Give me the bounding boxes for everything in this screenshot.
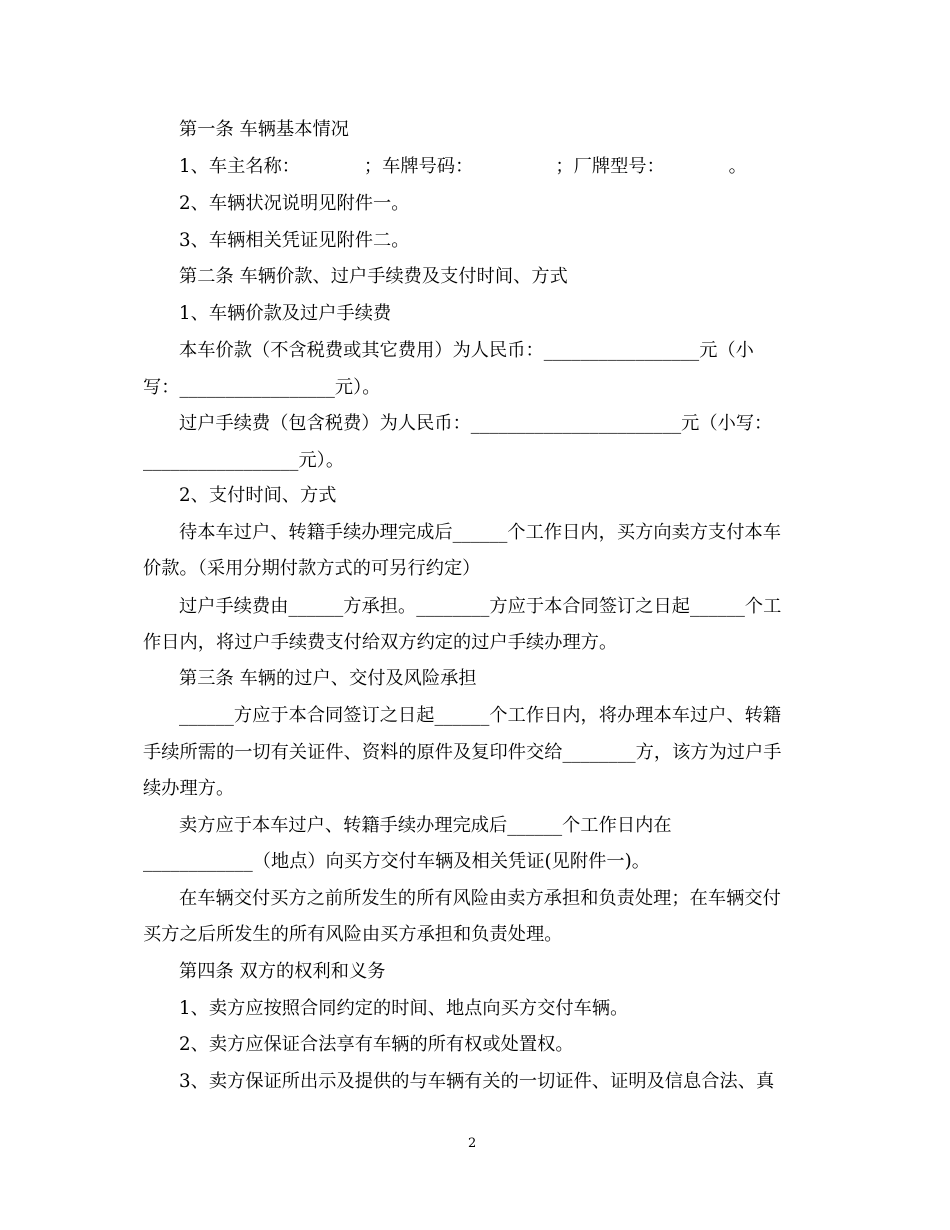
- article-1-item-1: 1、车主名称： ；车牌号码： ；厂牌型号： 。: [179, 156, 747, 177]
- article-4-item-3: 3、卖方保证所出示及提供的与车辆有关的一切证件、证明及信息合法、真: [179, 1071, 775, 1092]
- article-2-item-2: 2、支付时间、方式: [179, 485, 337, 506]
- documents-delivery-paragraph-line-3: 续办理方。: [143, 778, 235, 799]
- risk-paragraph: 在车辆交付买方之前所发生的所有风险由卖方承担和负责处理；在车辆交付: [179, 888, 781, 909]
- fee-responsibility-paragraph-continued: 作日内，将过户手续费支付给双方约定的过户手续办理方。: [143, 632, 618, 653]
- article-1-heading: 第一条 车辆基本情况: [179, 119, 349, 140]
- vehicle-price-line: 本车价款（不含税费或其它费用）为人民币：_________________元（小: [179, 340, 754, 361]
- fee-responsibility-paragraph: 过户手续费由______方承担。________方应于本合同签订之日起______个工: [179, 596, 782, 617]
- risk-paragraph-continued: 买方之后所发生的所有风险由买方承担和负责处理。: [143, 924, 563, 945]
- documents-delivery-paragraph: ______方应于本合同签订之日起______个工作日内，将办理本车过户、转籍: [179, 705, 782, 726]
- article-1-item-2: 2、车辆状况说明见附件一。: [179, 193, 410, 214]
- documents-delivery-paragraph-line-2: 手续所需的一切有关证件、资料的原件及复印件交给________方，该方为过户手: [143, 742, 782, 763]
- vehicle-delivery-paragraph-continued: ____________（地点）向买方交付车辆及相关凭证(见附件一)。: [143, 851, 651, 872]
- page-number: 2: [468, 1136, 477, 1151]
- article-2-heading: 第二条 车辆价款、过户手续费及支付时间、方式: [179, 266, 568, 287]
- transfer-fee-line-continued: _________________元）。: [143, 450, 345, 471]
- transfer-fee-line: 过户手续费（包含税费）为人民币：_______________________元（小写：: [179, 413, 773, 434]
- vehicle-delivery-paragraph: 卖方应于本车过户、转籍手续办理完成后______个工作日内在: [179, 815, 672, 836]
- article-2-item-1: 1、车辆价款及过户手续费: [179, 303, 392, 324]
- payment-paragraph: 待本车过户、转籍手续办理完成后______个工作日内，买方向卖方支付本车: [179, 522, 781, 543]
- article-1-item-3: 3、车辆相关凭证见附件二。: [179, 230, 410, 251]
- article-3-heading: 第三条 车辆的过户、交付及风险承担: [179, 668, 477, 689]
- vehicle-price-line-continued: 写：_________________元）。: [143, 377, 381, 398]
- article-4-item-1: 1、卖方应按照合同约定的时间、地点向买方交付车辆。: [179, 998, 629, 1019]
- article-4-heading: 第四条 双方的权利和义务: [179, 961, 386, 982]
- payment-paragraph-continued: 价款。（采用分期付款方式的可另行约定）: [143, 558, 481, 579]
- article-4-item-2: 2、卖方应保证合法享有车辆的所有权或处置权。: [179, 1034, 574, 1055]
